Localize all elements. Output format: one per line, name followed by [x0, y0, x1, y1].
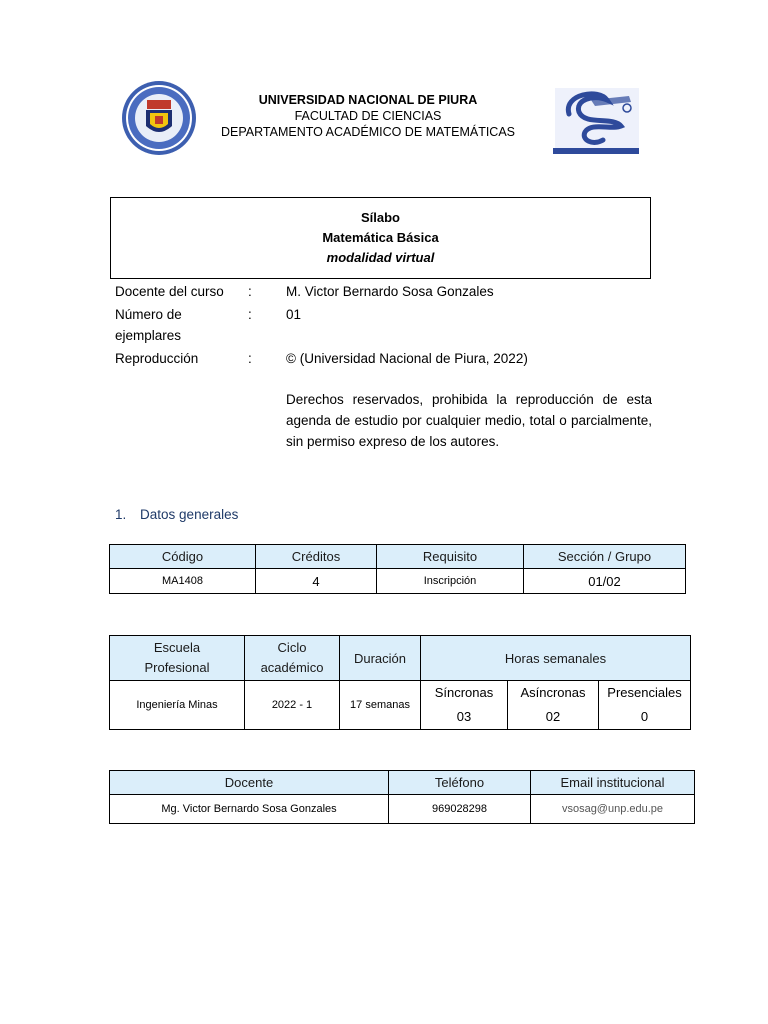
- reproduccion-label: Reproducción: [115, 351, 199, 366]
- ejemplares-value: 01: [286, 307, 302, 322]
- cell-sincronas: [421, 681, 508, 730]
- header-docente: Docente: [110, 771, 389, 795]
- asincronas-label: Asíncronas: [520, 685, 586, 700]
- university-name: UNIVERSIDAD NACIONAL DE PIURA: [258, 93, 478, 107]
- cell-ciclo: 2022 - 1: [245, 681, 340, 730]
- docente-colon: :: [248, 284, 252, 299]
- header-duracion: Duración: [340, 636, 421, 681]
- cell-telefono: 969028298: [389, 795, 531, 824]
- syllabus-label: Sílabo: [360, 210, 400, 225]
- header-telefono: Teléfono: [389, 771, 531, 795]
- faculty-name: FACULTAD DE CIENCIAS: [294, 109, 442, 123]
- header-codigo: Código: [110, 545, 256, 569]
- sincronas-label: Síncronas: [434, 685, 494, 700]
- cell-seccion: 01/02: [524, 569, 686, 594]
- syllabus-title-box: [110, 197, 651, 279]
- course-codes-table: [109, 544, 686, 594]
- cell-escuela: Ingeniería Minas: [110, 681, 245, 730]
- header-requisito: Requisito: [377, 545, 524, 569]
- cell-presenciales: [599, 681, 691, 730]
- ejemplares-label-1: Número de: [115, 307, 182, 322]
- presenciales-value: 0: [640, 709, 649, 724]
- course-name: Matemática Básica: [322, 230, 439, 245]
- header-seccion: Sección / Grupo: [524, 545, 686, 569]
- cell-docente: Mg. Victor Bernardo Sosa Gonzales: [110, 795, 389, 824]
- asincronas-value: 02: [545, 709, 561, 724]
- cell-codigo: MA1408: [110, 569, 256, 594]
- institution-header: [200, 92, 536, 140]
- teacher-contact-table: [109, 770, 695, 824]
- course-modality: modalidad virtual: [326, 250, 435, 265]
- section-datos-generales: [115, 507, 238, 522]
- section-number: 1.: [115, 507, 127, 522]
- header-ciclo: [245, 636, 340, 681]
- header-escuela: [110, 636, 245, 681]
- cell-creditos: 4: [256, 569, 377, 594]
- header-ciclo-line2: académico: [260, 660, 324, 675]
- header-creditos: Créditos: [256, 545, 377, 569]
- header-horas-semanales: Horas semanales: [421, 636, 691, 681]
- ejemplares-label-2: ejemplares: [115, 328, 182, 343]
- cell-asincronas: [508, 681, 599, 730]
- cell-email: vsosag@unp.edu.pe: [531, 795, 695, 824]
- header-email: Email institucional: [531, 771, 695, 795]
- reproduccion-colon: :: [248, 351, 252, 366]
- docente-value: M. Victor Bernardo Sosa Gonzales: [286, 284, 494, 299]
- academic-info-table: [109, 635, 691, 730]
- docente-label: Docente del curso: [115, 284, 224, 299]
- header-escuela-line2: Profesional: [144, 660, 210, 675]
- reproduccion-value: © (Universidad Nacional de Piura, 2022): [286, 351, 528, 366]
- rights-paragraph: Derechos reservados, prohibida la reproducción de esta agenda de estudio por cualquier medio, total o parcialmente, sin permiso expreso de los autores.: [286, 392, 652, 449]
- ejemplares-colon: :: [248, 307, 252, 322]
- faculty-emblem-logo: [551, 86, 641, 156]
- header-ciclo-line1: Ciclo: [277, 640, 307, 655]
- cell-requisito: Inscripción: [377, 569, 524, 594]
- header-escuela-line1: Escuela: [153, 640, 201, 655]
- sincronas-value: 03: [456, 709, 472, 724]
- section-title-text: Datos generales: [140, 507, 239, 522]
- university-seal-logo: [120, 80, 198, 156]
- department-name: DEPARTAMENTO ACADÉMICO DE MATEMÁTICAS: [220, 125, 516, 139]
- cell-duracion: 17 semanas: [340, 681, 421, 730]
- presenciales-label: Presenciales: [607, 685, 682, 700]
